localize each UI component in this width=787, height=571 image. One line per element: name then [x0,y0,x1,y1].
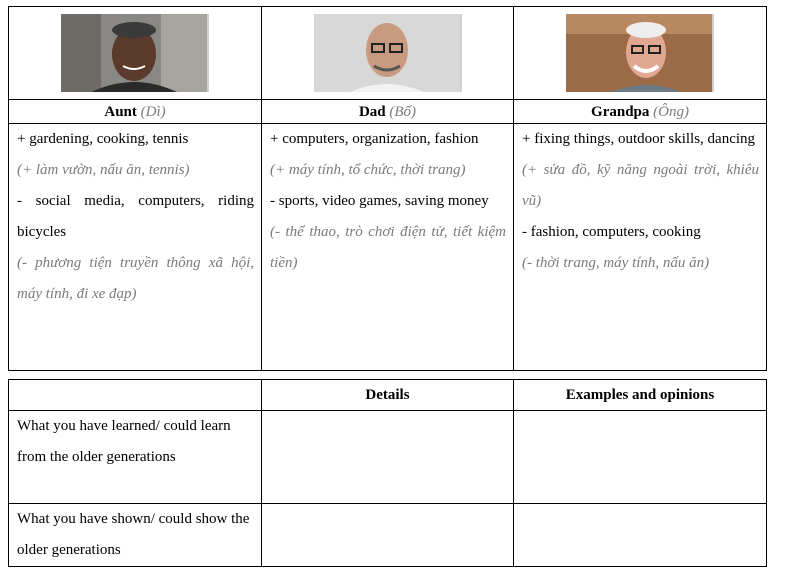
aunt-interests [9,124,262,371]
generations-table [8,379,767,567]
dad-interests [262,124,514,371]
photo-row [9,7,767,100]
table-row [9,411,767,504]
name-row [9,100,767,124]
aunt-heading: Aunt (Dì) [9,100,262,124]
dislikes-text: - social media, computers, riding bicycles [17,193,254,240]
interests-row [9,124,767,371]
header-examples: Examples and opinions [514,380,767,411]
dislikes-translation: (- thể thao, trò chơi điện tử, tiết kiệm tiền) [270,224,506,271]
header-empty [9,380,262,411]
likes-text: + gardening, cooking, tennis [17,131,189,147]
table-row [9,504,767,567]
row-label-learned: What you have learned/ could learn from the older generations [9,411,262,504]
header-details: Details [262,380,514,411]
photo-cell-dad [262,7,514,100]
likes-translation: (+ làm vườn, nấu ăn, tennis) [17,162,190,178]
grandpa-heading: Grandpa (Ông) [514,100,767,124]
photo-cell-aunt [9,7,262,100]
dad-heading: Dad (Bố) [262,100,514,124]
likes-translation: (+ sửa đồ, kỹ năng ngoài trời, khiêu vũ) [522,162,759,209]
dislikes-text: - sports, video games, saving money [270,193,489,209]
grandpa-photo [566,14,714,92]
dislikes-translation: (- thời trang, máy tính, nấu ăn) [522,255,710,271]
likes-text: + fixing things, outdoor skills, dancing [522,131,756,147]
dislikes-translation: (- phương tiện truyền thông xã hội, máy tính, đi xe đạp) [17,255,254,302]
details-cell[interactable] [262,504,514,567]
header-row [9,380,767,411]
details-cell[interactable] [262,411,514,504]
dislikes-text: - fashion, computers, cooking [522,224,701,240]
likes-text: + computers, organization, fashion [270,131,479,147]
row-label-shown: What you have shown/ could show the older generations [9,504,262,567]
grandpa-interests [514,124,767,371]
examples-cell[interactable] [514,504,767,567]
dad-photo [314,14,462,92]
photo-cell-grandpa [514,7,767,100]
likes-translation: (+ máy tính, tổ chức, thời trang) [270,162,466,178]
examples-cell[interactable] [514,411,767,504]
aunt-photo [61,14,209,92]
family-interests-table [8,6,767,371]
